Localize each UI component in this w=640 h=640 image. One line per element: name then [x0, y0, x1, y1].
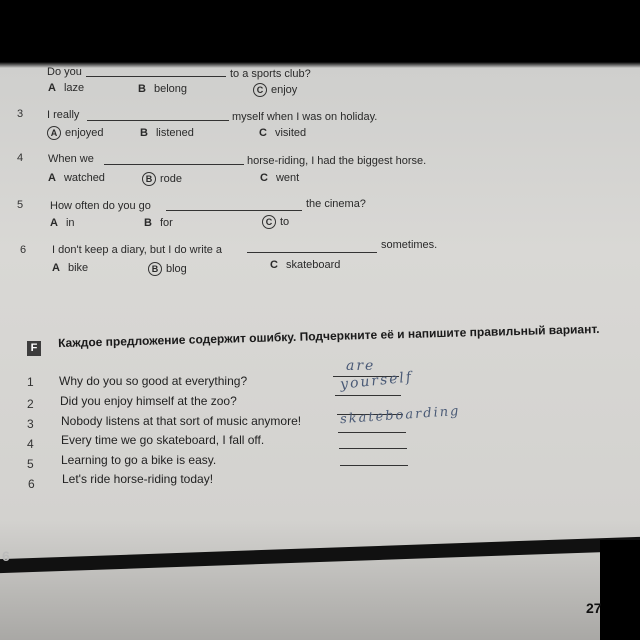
- q6-number: 6: [20, 244, 27, 256]
- q4-number: 4: [17, 152, 24, 164]
- q3-text-after: myself when I was on holiday.: [232, 111, 378, 123]
- f-item-2-number: 2: [27, 397, 34, 411]
- f-item-1-text: Why do you so good at everything?: [59, 374, 248, 388]
- f-item-4-number: 4: [27, 437, 34, 451]
- circled-answer-mark: C: [253, 83, 267, 97]
- q3-option-a[interactable]: A enjoyed: [47, 126, 104, 140]
- circled-answer-mark: A: [47, 126, 61, 140]
- q5-text-before: How often do you go: [50, 200, 151, 212]
- q3-blank[interactable]: [87, 120, 229, 121]
- f-item-1-answer: are: [346, 358, 376, 374]
- q6-option-a[interactable]: A bike: [52, 262, 89, 274]
- f-item-4-answer-line[interactable]: [338, 432, 406, 433]
- q5-text-after: the cinema?: [306, 198, 366, 210]
- q5-option-c[interactable]: C to: [262, 215, 289, 229]
- q4-option-a[interactable]: A watched: [48, 172, 105, 184]
- f-item-2-answer: yourself: [339, 369, 414, 393]
- q3-text-before: I really: [47, 109, 80, 121]
- f-item-4-text: Every time we go skateboard, I fall off.: [61, 433, 265, 447]
- q4-option-c[interactable]: C went: [260, 172, 300, 184]
- left-page-number: 6: [2, 548, 10, 564]
- q5-blank[interactable]: [166, 210, 302, 211]
- q6-option-b[interactable]: B blog: [148, 262, 187, 276]
- q2-option-c[interactable]: C enjoy: [253, 83, 297, 97]
- q3-option-c[interactable]: C visited: [259, 127, 307, 139]
- f-item-6-answer-line[interactable]: [340, 465, 408, 466]
- f-item-3-number: 3: [27, 417, 34, 431]
- q6-option-c[interactable]: C skateboard: [270, 259, 341, 271]
- q5-option-a[interactable]: A in: [50, 217, 75, 229]
- f-item-2-text: Did you enjoy himself at the zoo?: [60, 394, 237, 408]
- section-f-title: Каждое предложение содержит ошибку. Подчеркните её и напишите правильный вариант.: [57, 321, 600, 351]
- q2-option-a[interactable]: A laze: [48, 82, 85, 94]
- q4-text-after: horse-riding, I had the biggest horse.: [247, 155, 427, 167]
- q6-text-before: I don't keep a diary, but I do write a: [52, 244, 223, 256]
- f-item-5-text: Learning to go a bike is easy.: [61, 453, 217, 467]
- section-f-badge: F: [27, 341, 41, 356]
- f-item-3-text: Nobody listens at that sort of music anymore!: [61, 414, 302, 428]
- q5-option-b[interactable]: B for: [144, 217, 173, 229]
- q2-option-b[interactable]: B belong: [138, 83, 187, 95]
- right-page-number: 27: [586, 600, 602, 616]
- q2-text-after: to a sports club?: [230, 68, 311, 80]
- f-item-4-answer: skateboarding: [339, 403, 461, 428]
- q2-text-before: Do you: [47, 66, 82, 78]
- q5-number: 5: [17, 199, 24, 211]
- q4-option-b[interactable]: B rode: [142, 172, 182, 186]
- page-edge-shadow: [600, 540, 640, 640]
- q4-text-before: When we: [48, 153, 94, 165]
- q6-blank[interactable]: [247, 252, 377, 253]
- f-item-6-text: Let's ride horse-riding today!: [62, 472, 214, 486]
- f-item-1-number: 1: [27, 375, 34, 389]
- circled-answer-mark: B: [148, 262, 162, 276]
- f-item-5-number: 5: [27, 457, 34, 471]
- q2-blank[interactable]: [86, 76, 226, 77]
- circled-answer-mark: B: [142, 172, 156, 186]
- f-item-2-answer-line[interactable]: [335, 395, 401, 396]
- f-item-6-number: 6: [28, 477, 35, 491]
- q4-blank[interactable]: [104, 164, 244, 165]
- page-fold-shadow: [0, 537, 640, 573]
- q3-number: 3: [17, 108, 24, 120]
- f-item-5-answer-line[interactable]: [339, 448, 407, 449]
- circled-answer-mark: C: [262, 215, 276, 229]
- q6-text-after: sometimes.: [381, 239, 438, 251]
- q3-option-b[interactable]: B listened: [140, 127, 194, 139]
